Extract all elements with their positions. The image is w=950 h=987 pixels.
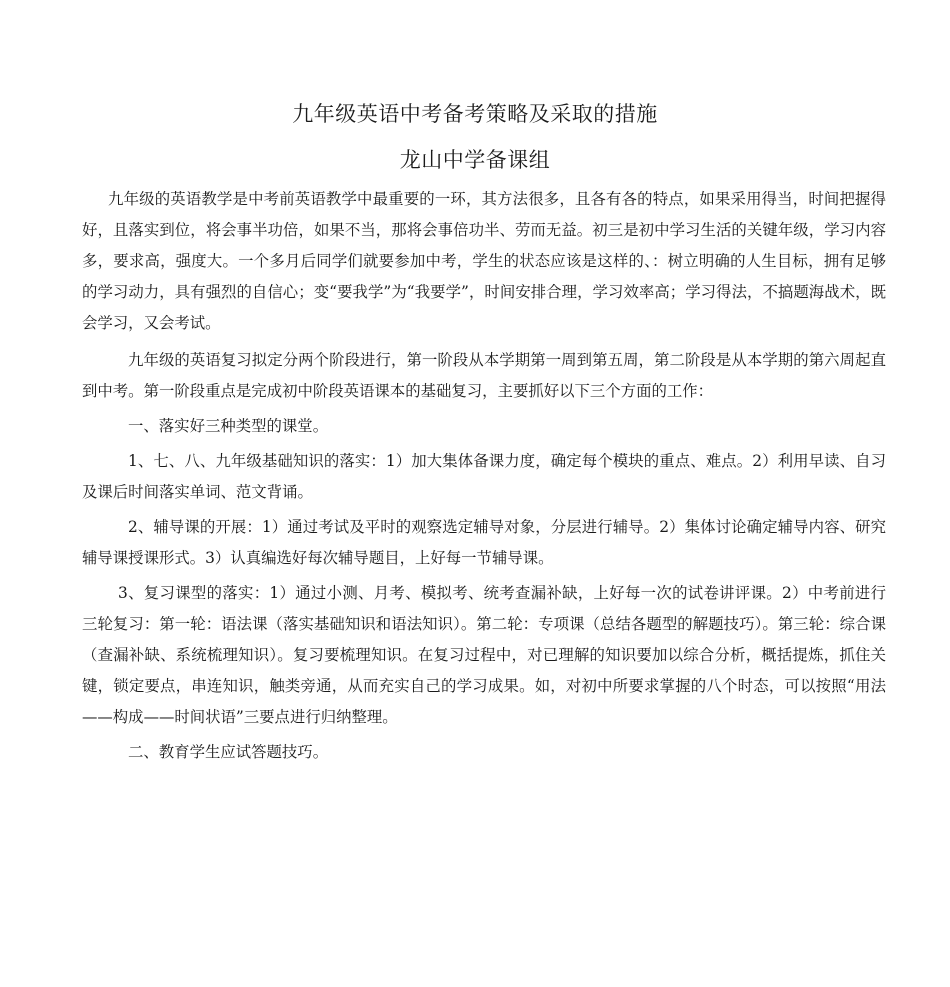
paragraph-item-2: 2、辅导课的开展：1）通过考试及平时的观察选定辅导对象，分层进行辅导。2）集体讨论确定辅导内容、研究辅导课授课形式。3）认真编选好每次辅导题目，上好每一节辅导课。	[82, 518, 886, 567]
paragraph-plan: 九年级的英语复习拟定分两个阶段进行，第一阶段从本学期第一周到第五周，第二阶段是从本学期的第六周起直到中考。第一阶段重点是完成初中阶段英语课本的基础复习，主要抓好以下三个方面的工作：	[82, 351, 886, 400]
paragraph-intro: 九年级的英语教学是中考前英语教学中最重要的一环，其方法很多，且各有各的特点，如果采用得当，时间把握得好，且落实到位，将会事半功倍，如果不当，那将会事倍功半、劳而无益。初三是初中学习生活的关键年级，学习内容多，要求高，强度大。一个多月后同学们就要参加中考，学生的状态应该是这样的、：树立明确的人生目标，拥有足够的学习动力，具有强烈的自信心；变“要我学”为“我要学”，时间安排合理，学习效率高；学习得法，不搞题海战术，既会学习，又会考试。	[82, 190, 886, 332]
document-body	[82, 184, 886, 768]
page-title: 九年级英语中考备考策略及采取的措施	[292, 102, 658, 126]
page-subtitle: 龙山中学备课组	[399, 148, 551, 172]
section-heading-one: 一、落实好三种类型的课堂。	[128, 417, 329, 435]
section-heading-two: 二、教育学生应试答题技巧。	[128, 743, 329, 761]
paragraph-item-1: 1、七、八、九年级基础知识的落实：1）加大集体备课力度，确定每个模块的重点、难点。2）利用早读、自习及课后时间落实单词、范文背诵。	[82, 452, 886, 501]
paragraph-item-3: 3、复习课型的落实：1）通过小测、月考、模拟考、统考查漏补缺，上好每一次的试卷讲评课。2）中考前进行三轮复习：第一轮：语法课（落实基础知识和语法知识）。第二轮：专项课（总结各题型的解题技巧）。第三轮：综合课（查漏补缺、系统梳理知识）。复习要梳理知识。在复习过程中，对已理解的知识要加以综合分析，概括提炼，抓住关键，锁定要点，串连知识，触类旁通，从而充实自己的学习成果。如，对初中所要求掌握的八个时态，可以按照“用法——构成——时间状语”三要点进行归纳整理。	[82, 584, 886, 726]
